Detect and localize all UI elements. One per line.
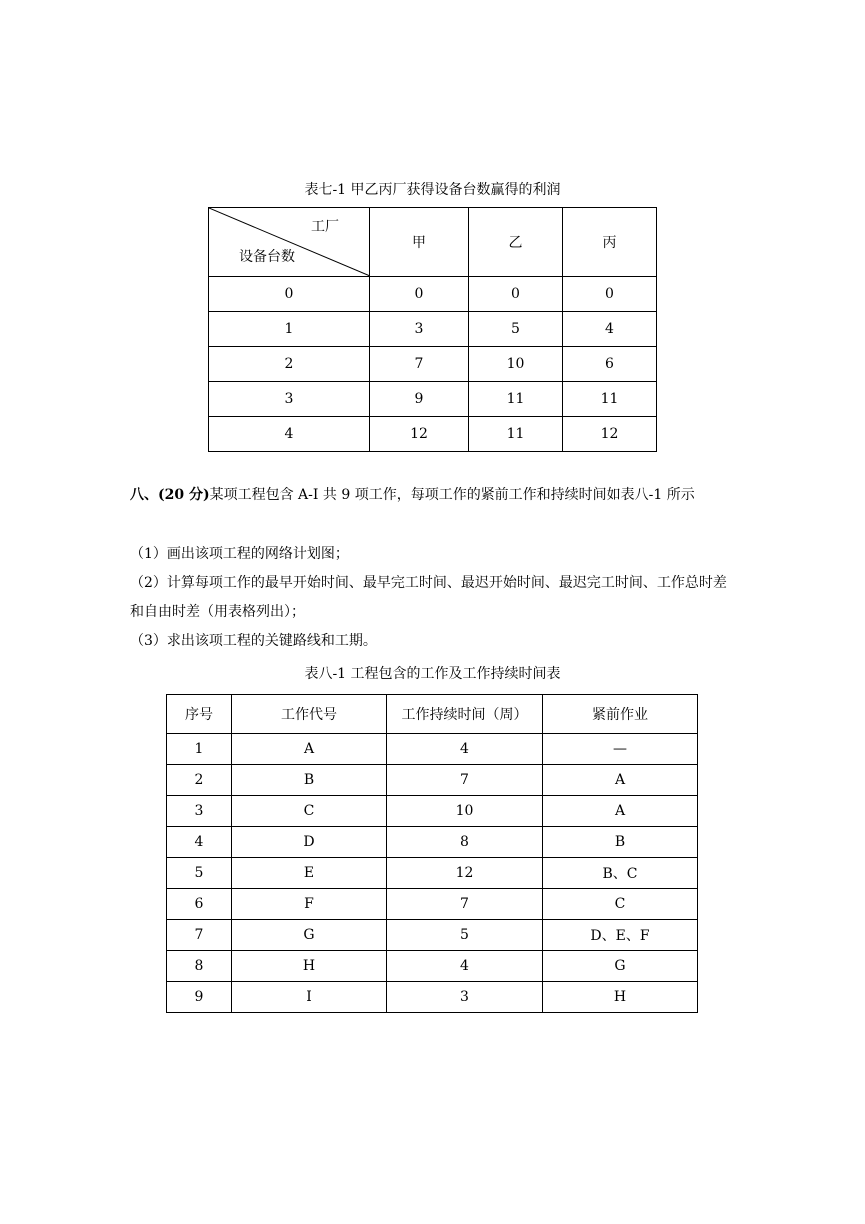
profit-table xyxy=(208,207,657,452)
column-header: 紧前作业 xyxy=(543,695,698,734)
table-cell: 4 xyxy=(563,312,657,347)
table-row xyxy=(167,889,698,920)
table-cell: 1 xyxy=(167,734,232,765)
table-cell: D xyxy=(232,827,387,858)
table-cell: 10 xyxy=(469,347,563,382)
table-cell: 5 xyxy=(469,312,563,347)
table-cell: 3 xyxy=(387,982,543,1013)
table-row xyxy=(167,951,698,982)
table-cell: 4 xyxy=(387,951,543,982)
diagonal-header-cell xyxy=(209,208,370,277)
table-cell: 8 xyxy=(167,951,232,982)
table-row xyxy=(167,827,698,858)
table7-caption: 表七-1 甲乙丙厂获得设备台数赢得的利润 xyxy=(304,182,561,198)
table-cell: A xyxy=(543,796,698,827)
table-cell: 9 xyxy=(370,382,469,417)
question8-item2: （2）计算每项工作的最早开始时间、最早完工时间、最迟开始时间、最迟完工时间、工作总时差和自由时差（用表格列出）； xyxy=(130,575,727,620)
table-cell: B xyxy=(543,827,698,858)
table-row xyxy=(167,920,698,951)
table-cell: 7 xyxy=(387,765,543,796)
table-cell: 12 xyxy=(563,417,657,452)
table-cell: 11 xyxy=(563,382,657,417)
column-header: 甲 xyxy=(370,208,469,277)
table-cell: 1 xyxy=(209,312,370,347)
header-factory-label: 工厂 xyxy=(311,219,339,235)
work-duration-table xyxy=(166,694,698,1013)
question8-intro-text: 某项工程包含 A-I 共 9 项工作，每项工作的紧前工作和持续时间如表八-1 所示 xyxy=(209,487,695,503)
table-cell: 3 xyxy=(209,382,370,417)
table-cell: 7 xyxy=(387,889,543,920)
table-cell: 0 xyxy=(563,277,657,312)
table-cell: — xyxy=(543,734,698,765)
table-row xyxy=(209,347,657,382)
column-header: 丙 xyxy=(563,208,657,277)
column-header: 工作代号 xyxy=(232,695,387,734)
table-cell: A xyxy=(232,734,387,765)
question8-heading: 八、(20 分) xyxy=(130,487,210,503)
column-header: 乙 xyxy=(469,208,563,277)
table-cell: 0 xyxy=(469,277,563,312)
table-cell: G xyxy=(232,920,387,951)
table-cell: H xyxy=(543,982,698,1013)
table-cell: D、E、F xyxy=(543,920,698,951)
header-equipment-count-label: 设备台数 xyxy=(239,249,295,265)
table-cell: 11 xyxy=(469,417,563,452)
question8-intro xyxy=(130,481,740,510)
table-cell: 2 xyxy=(167,765,232,796)
table-cell: 4 xyxy=(209,417,370,452)
table-cell: 12 xyxy=(370,417,469,452)
table-cell: 4 xyxy=(167,827,232,858)
table-cell: 12 xyxy=(387,858,543,889)
table-cell: C xyxy=(543,889,698,920)
table-cell: 0 xyxy=(370,277,469,312)
table-row xyxy=(167,982,698,1013)
table8-caption: 表八-1 工程包含的工作及工作持续时间表 xyxy=(304,666,561,682)
question8-item1: （1）画出该项工程的网络计划图； xyxy=(130,546,349,562)
table8-header-row xyxy=(167,695,698,734)
table-cell: 8 xyxy=(387,827,543,858)
table-row xyxy=(167,858,698,889)
question8-item3: （3）求出该项工程的关键路线和工期。 xyxy=(130,633,377,649)
table-row xyxy=(209,277,657,312)
table-cell: H xyxy=(232,951,387,982)
table-cell: 2 xyxy=(209,347,370,382)
table-cell: 4 xyxy=(387,734,543,765)
table-cell: B、C xyxy=(543,858,698,889)
table-cell: 0 xyxy=(209,277,370,312)
table-row xyxy=(167,734,698,765)
table-cell: 7 xyxy=(167,920,232,951)
column-header: 序号 xyxy=(167,695,232,734)
table-cell: 5 xyxy=(387,920,543,951)
table-cell: 3 xyxy=(167,796,232,827)
table-cell: 9 xyxy=(167,982,232,1013)
table-cell: C xyxy=(232,796,387,827)
table-cell: 6 xyxy=(563,347,657,382)
table-cell: G xyxy=(543,951,698,982)
table-cell: F xyxy=(232,889,387,920)
table-row xyxy=(167,796,698,827)
table7-header-row xyxy=(209,208,657,277)
table-cell: 3 xyxy=(370,312,469,347)
table-row xyxy=(167,765,698,796)
table-cell: A xyxy=(543,765,698,796)
table-cell: E xyxy=(232,858,387,889)
table-cell: 6 xyxy=(167,889,232,920)
table-cell: 7 xyxy=(370,347,469,382)
table-cell: 5 xyxy=(167,858,232,889)
table-cell: 11 xyxy=(469,382,563,417)
column-header: 工作持续时间（周） xyxy=(387,695,543,734)
table-row xyxy=(209,382,657,417)
table-row xyxy=(209,312,657,347)
table-cell: B xyxy=(232,765,387,796)
table-row xyxy=(209,417,657,452)
table-cell: I xyxy=(232,982,387,1013)
table-cell: 10 xyxy=(387,796,543,827)
